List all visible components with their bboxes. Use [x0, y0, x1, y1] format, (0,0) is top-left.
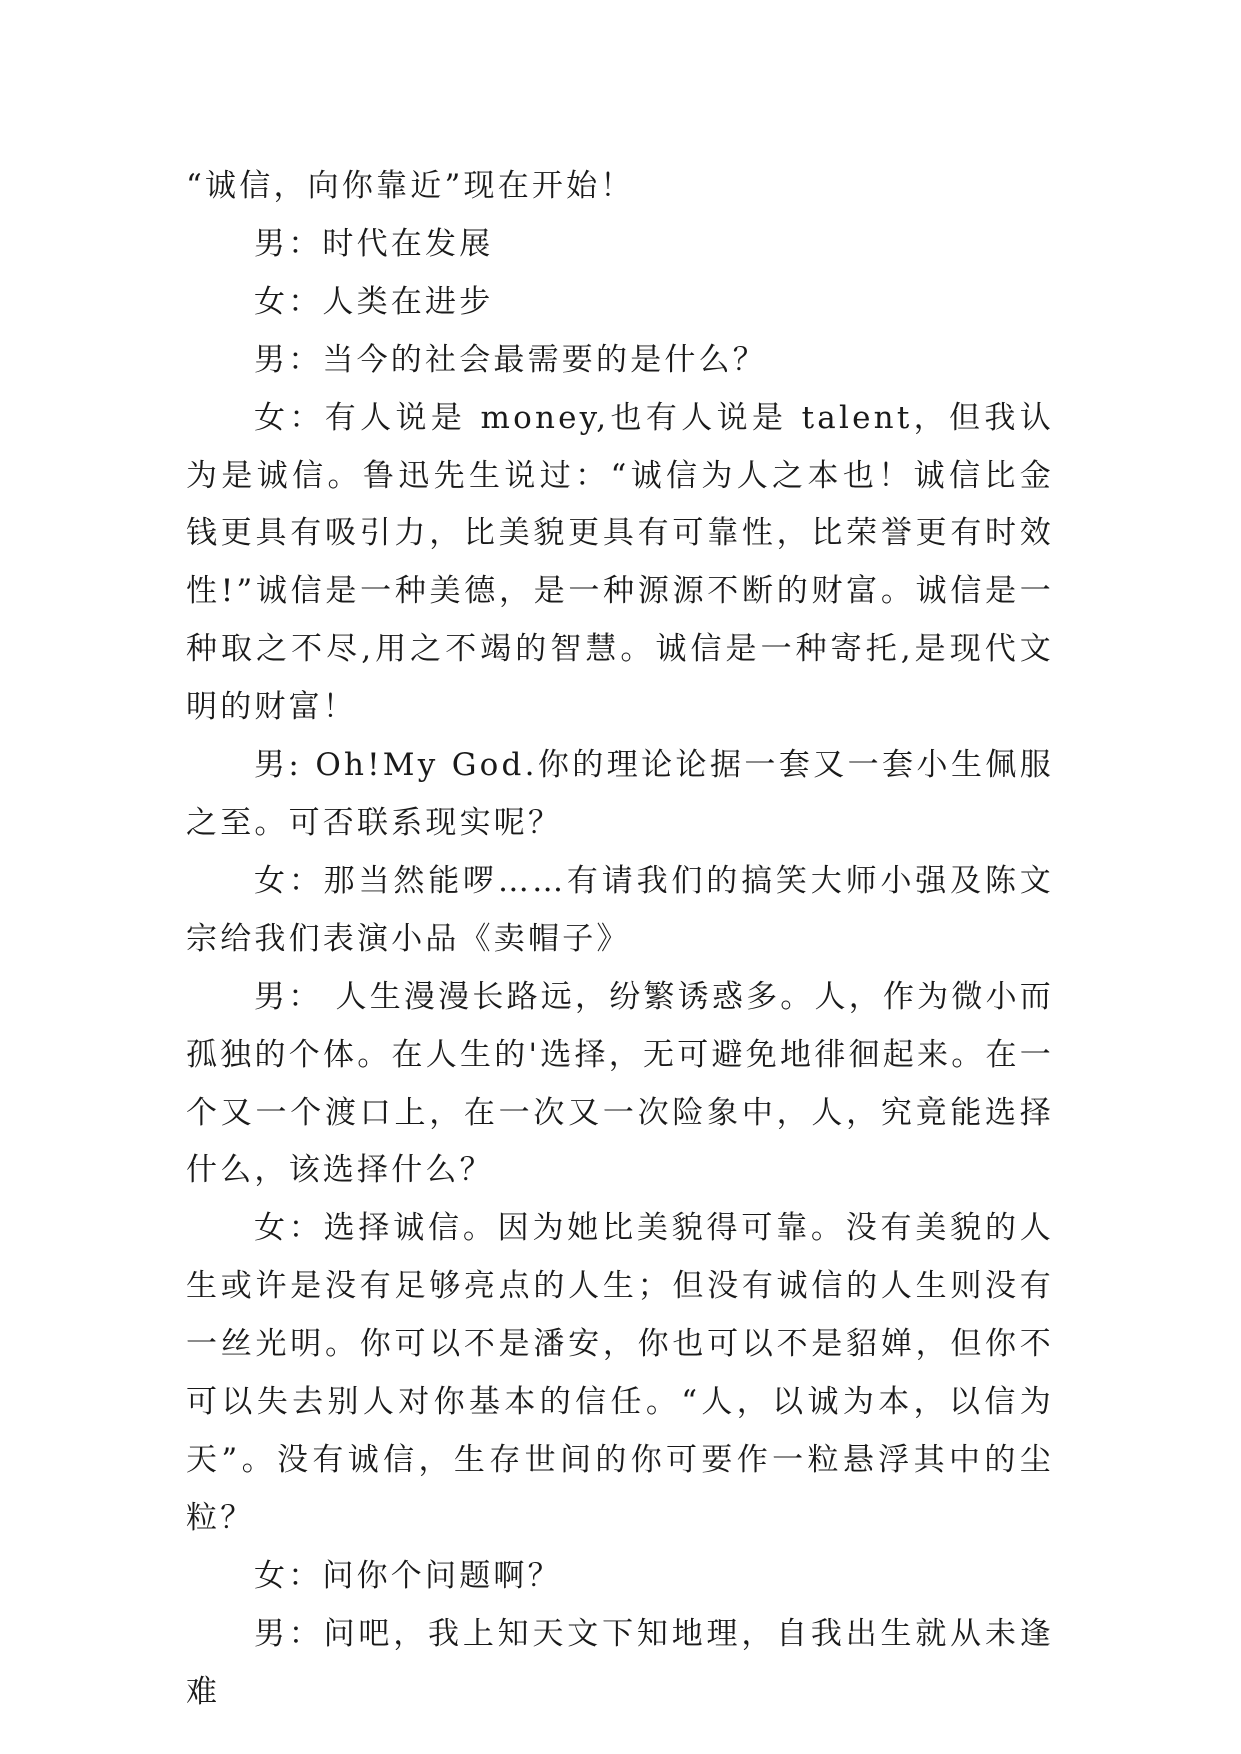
paragraph-male-line: 男：问吧，我上知天文下知地理，自我出生就从未逢难: [186, 1615, 1054, 1710]
paragraph-female-line: 女：人类在进步: [254, 283, 494, 320]
document-body: [186, 158, 1054, 1721]
paragraph-opening: “诚信，向你靠近”现在开始！: [186, 168, 635, 204]
paragraph-female-line: 女：那当然能啰……有请我们的搞笑大师小强及陈文宗给我们表演小品《卖帽子》: [186, 862, 1054, 957]
paragraph-female-line: 女：选择诚信。因为她比美貌得可靠。没有美貌的人生或许是没有足够亮点的人生；但没有诚信的人生则没有一丝光明。你可以不是潘安，你也可以不是貂婵，但你不可以失去别人对你基本的信任。“人，以诚为本，以信为天”。没有诚信，生存世间的你可要作一粒悬浮其中的尘粒？: [186, 1210, 1054, 1536]
paragraph-female-line: 女：有人说是 money,也有人说是 talent，但我认为是诚信。鲁迅先生说过：“诚信为人之本也！诚信比金钱更具有吸引力，比美貌更具有可靠性，比荣誉更有时效性!”诚信是一种美德，是一种源源不断的财富。诚信是一种取之不尽,用之不竭的智慧。诚信是一种寄托,是现代文明的财富！: [186, 399, 1054, 726]
paragraph-male-line: 男: Oh!My God.你的理论论据一套又一套小生佩服之至。可否联系现实呢？: [186, 747, 1054, 841]
paragraph-female-line: 女：问你个问题啊？: [254, 1557, 562, 1594]
paragraph-male-line: 男：时代在发展: [254, 225, 494, 262]
paragraph-male-line: 男：当今的社会最需要的是什么？: [254, 341, 767, 378]
paragraph-male-line: 男： 人生漫漫长路远，纷繁诱惑多。人，作为微小而孤独的个体。在人生的'选择，无可避免地徘徊起来。在一个又一个渡口上，在一次又一次险象中，人，究竟能选择什么，该选择什么？: [186, 978, 1054, 1189]
